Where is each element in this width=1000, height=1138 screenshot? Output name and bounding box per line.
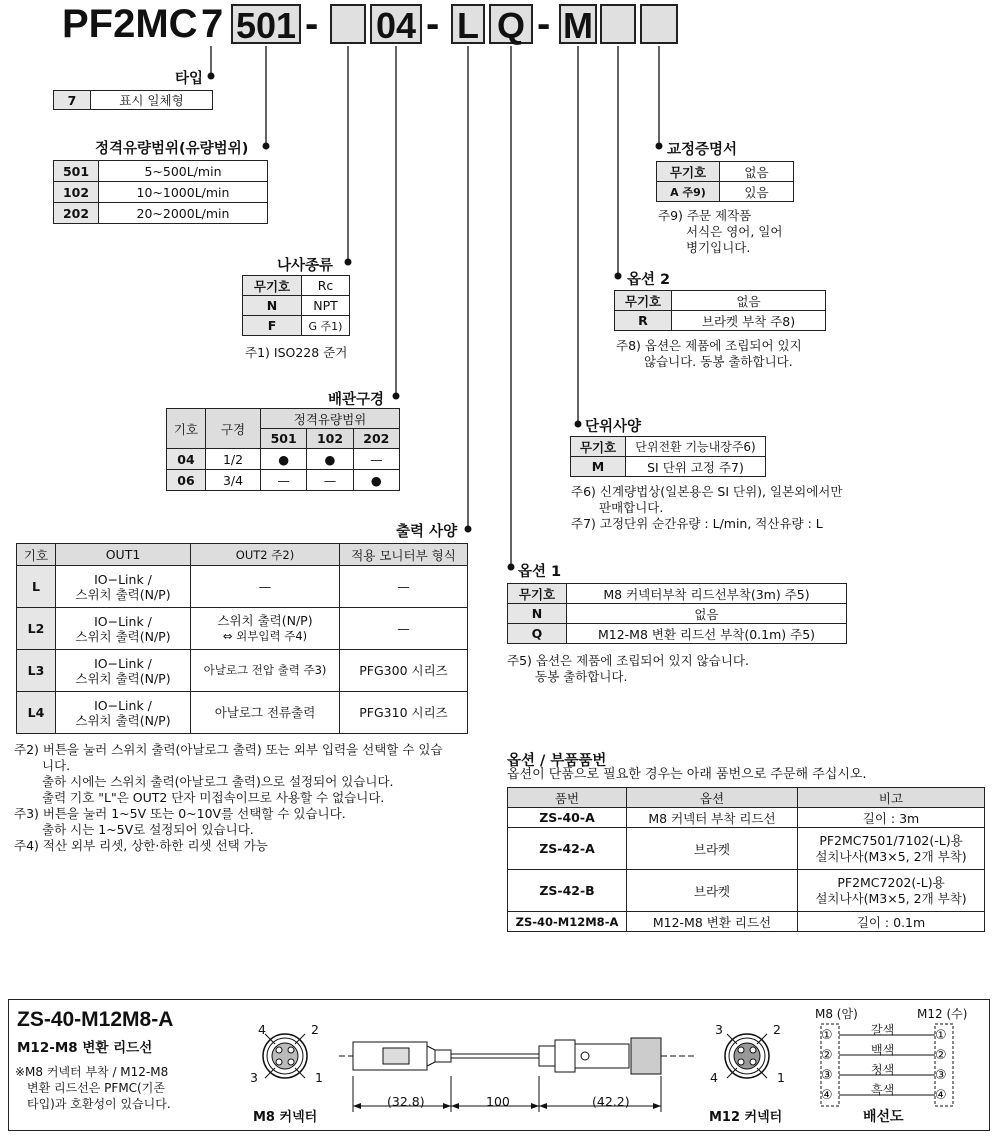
- m12-label: M12 커넥터: [709, 1110, 783, 1125]
- cert-notes: 주9) 주문 제작품 서식은 영어, 일어 병기입니다.: [658, 208, 783, 255]
- option2-notes: 주8) 옵션은 제품에 조립되어 있지 않습니다. 동봉 출하합니다.: [616, 338, 802, 369]
- table-row: L2 IO−Link / 스위치 출력(N/P) 스위치 출력(N/P) ⇔ 외부입력 주4) —: [17, 608, 468, 650]
- table-row: ZS-42-A 브라켓 PF2MC7501/7102(-L)용 설치나사(M3×5, 2개 부착): [508, 828, 985, 870]
- dim-label: (42.2): [592, 1094, 630, 1109]
- table-row: 무기호 없음: [615, 291, 826, 311]
- table-row: N NPT: [243, 296, 350, 316]
- cert-title: 교정증명서: [667, 142, 738, 158]
- table-row: A 주9) 있음: [657, 182, 794, 202]
- option2-table: [614, 290, 826, 331]
- port-table: 기호 구경 정격유량범위 501 102 202 04 1/2 ● ● — 06 3/4 — — ●: [166, 408, 400, 491]
- table-row: L4 IO−Link / 스위치 출력(N/P) 아날로그 전류출력 PFG310 시리즈: [17, 692, 468, 734]
- m8-label: M8 커넥터: [253, 1110, 318, 1125]
- wiring-right-label: M12 (수): [917, 1007, 968, 1021]
- table-row: 무기호 M8 커넥터부착 리드선부착(3m) 주5): [508, 584, 847, 604]
- output-notes: 주2) 버튼을 눌러 스위치 출력(아날로그 출력) 또는 외부 입력을 선택할 수 있습 니다. 출하 시에는 스위치 출력(아날로그 출력)으로 설정되어 있습니다. 출력 기호 "L"은 OUT2 단자 미접속이므로 사용할 수 없습니다. 주3) 버튼을 눌러 1~5V 또는 0~10V를 선택할 수 있습니다. 출하 시는 1~5V로 설정되어 있습니다. 주4) 적산 외부 리셋, 상한·하한 리셋 선택 가능: [14, 742, 443, 853]
- dim-label: (32.8): [387, 1094, 425, 1109]
- wiring-colors: 갈색 백색 청색 흑색: [871, 1023, 895, 1097]
- option1-title: 옵션 1: [518, 564, 562, 580]
- lead-title: ZS-40-M12M8-A: [17, 1008, 174, 1031]
- unit-table: [570, 436, 766, 477]
- lead-subtitle: M12-M8 변환 리드선: [17, 1040, 153, 1056]
- table-row: ZS-42-B 브라켓 PF2MC7202(-L)용 설치나사(M3×5, 2개 부착): [508, 870, 985, 912]
- table-row: R 브라켓 부착 주8): [615, 311, 826, 331]
- m8-pin-label: 1: [315, 1070, 323, 1085]
- wiring-caption: 배선도: [863, 1109, 904, 1125]
- table-row: 102 10~1000L/min: [54, 182, 268, 203]
- model-dash: -: [305, 2, 319, 46]
- model-box-option1: Q: [489, 4, 533, 44]
- dim-label: 100: [486, 1094, 510, 1109]
- option1-notes: 주5) 옵션은 제품에 조립되어 있지 않습니다. 동봉 출하합니다.: [507, 653, 749, 684]
- option1-table: [507, 583, 847, 644]
- table-row: 04 1/2 ● ● —: [167, 449, 400, 470]
- model-box-output: L: [451, 4, 485, 44]
- wiring-left-pins: ① ② ③ ④: [821, 1028, 833, 1103]
- thread-note: 주1) ISO228 준거: [245, 345, 348, 360]
- thread-table: [242, 275, 350, 336]
- wiring-diagram: [815, 1022, 985, 1108]
- flow-table: [53, 160, 268, 224]
- type-table: [53, 90, 213, 110]
- table-row: 501 5~500L/min: [54, 161, 268, 182]
- m12-pin-label: 1: [777, 1070, 785, 1085]
- m12-pin-label: 4: [710, 1070, 718, 1085]
- unit-notes: 주6) 신계량법상(일본용은 SI 단위), 일본외에서만 판매합니다. 주7) 고정단위 순간유량 : L/min, 적산유량 : L: [571, 484, 843, 531]
- table-row: Q M12-M8 변환 리드선 부착(0.1m) 주5): [508, 624, 847, 644]
- model-box-unit: M: [559, 4, 597, 44]
- m8-pin-label: 4: [258, 1022, 266, 1037]
- model-box-port: 04: [370, 4, 422, 44]
- cert-table: [656, 161, 794, 202]
- table-row: ZS-40-M12M8-A M12-M8 변환 리드선 길이 : 0.1m: [508, 912, 985, 932]
- model-dash: -: [537, 2, 551, 46]
- m8-pin-label: 3: [250, 1070, 258, 1085]
- parts-table: 품번 옵션 비고 ZS-40-A M8 커넥터 부착 리드선 길이 : 3m ZS-42-A 브라켓 PF2MC7501/7102(-L)용 설치나사(M3×5, 2개 부착) ZS-42-B 브라켓 PF2MC7202(-L)용 설치나사(M3×5, 2개 부착) ZS-40-M12M8-A M12-M8 변환 리드선 길이 : 0.1m: [507, 787, 985, 932]
- m12-pin-label: 3: [715, 1022, 723, 1037]
- table-row: L IO−Link / 스위치 출력(N/P) — —: [17, 566, 468, 608]
- table-row: ZS-40-A M8 커넥터 부착 리드선 길이 : 3m: [508, 808, 985, 828]
- lead-wire-panel: [8, 999, 990, 1131]
- lead-description: ※M8 커넥터 부착 / M12-M8 변환 리드선은 PFMC(기존 타입)과 호환성이 있습니다.: [15, 1065, 171, 1111]
- m8-pin-label: 2: [311, 1022, 319, 1037]
- output-title: 출력 사양: [396, 524, 458, 540]
- thread-title: 나사종류: [277, 258, 334, 274]
- table-row: 06 3/4 — — ●: [167, 470, 400, 491]
- flow-title: 정격유량범위(유량범위): [95, 141, 249, 157]
- table-row: 202 20~2000L/min: [54, 203, 268, 224]
- model-prefix: PF2MC: [62, 2, 198, 46]
- parts-subtitle: 옵션이 단품으로 필요한 경우는 아래 품번으로 주문해 주십시오.: [507, 767, 867, 782]
- model-dash: -: [426, 2, 440, 46]
- table-row: F G 주1): [243, 316, 350, 336]
- table-row: 무기호 없음: [657, 162, 794, 182]
- option2-title: 옵션 2: [627, 272, 671, 288]
- parts-title: 옵션 / 부품품번: [507, 753, 607, 769]
- table-row: L3 IO−Link / 스위치 출력(N/P) 아날로그 전압 출력 주3) PFG300 시리즈: [17, 650, 468, 692]
- m12-pin-label: 2: [773, 1022, 781, 1037]
- model-box-flow: 501: [231, 4, 301, 44]
- model-type-code: 7: [201, 2, 224, 46]
- port-title: 배관구경: [328, 392, 385, 408]
- table-row: 무기호 Rc: [243, 276, 350, 296]
- wiring-right-pins: ① ② ③ ④: [935, 1028, 947, 1103]
- table-row: M SI 단위 고정 주7): [571, 457, 766, 477]
- unit-title: 단위사양: [585, 419, 642, 435]
- wiring-left-label: M8 (암): [815, 1007, 858, 1021]
- table-row: 무기호 단위전환 기능내장주6): [571, 437, 766, 457]
- table-row: N 없음: [508, 604, 847, 624]
- table-row: 7 표시 일체형: [54, 91, 213, 110]
- output-table: 기호 OUT1 OUT2 주2) 적용 모니터부 형식 L IO−Link / 스위치 출력(N/P) — — L2 IO−Link / 스위치 출력(N/P) 스위치 출력(N/P) ⇔ 외부입력 주4) — L3 IO−Link / 스위치 출력(N/P) 아날로그 전압 출력 주3) PFG300 시리즈 L4 IO−Link / 스위치 출력(N/P) 아날로그 전류출력 PFG310 시리즈: [16, 543, 468, 734]
- type-title: 타입: [175, 71, 204, 87]
